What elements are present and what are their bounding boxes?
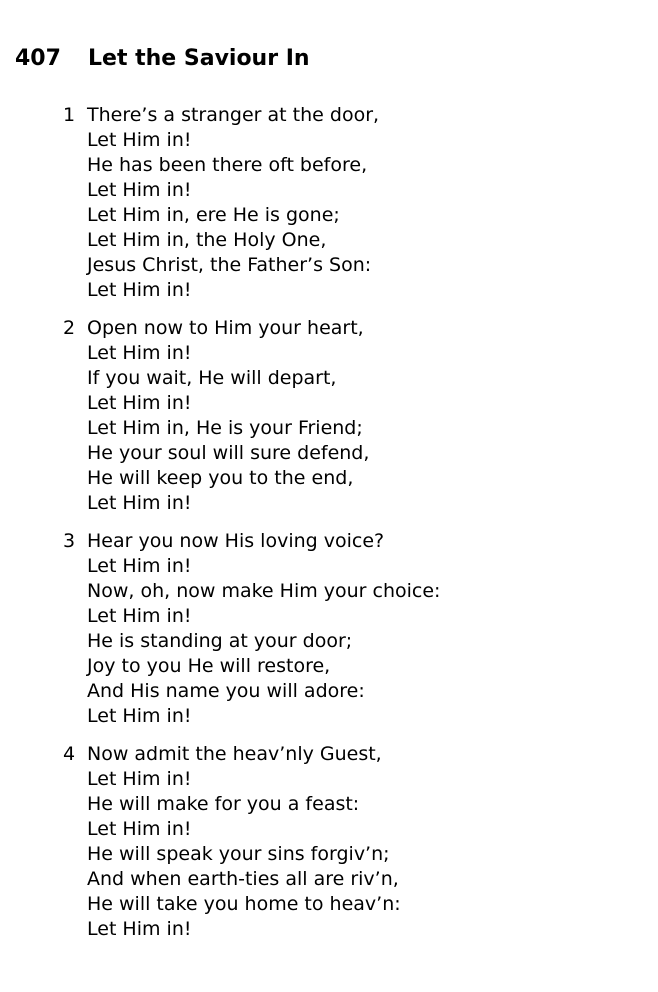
verses-container <box>63 103 440 955</box>
verse-line: Let Him in! <box>87 768 192 790</box>
hymn-header <box>15 44 310 74</box>
verse-line: He your soul will sure defend, <box>87 442 370 464</box>
verse-line: And His name you will adore: <box>87 680 365 702</box>
verse-line: Let Him in! <box>87 392 192 414</box>
verse-line: He will speak your sins forgiv’n; <box>87 843 390 865</box>
verse-line: Hear you now His loving voice? <box>87 530 385 552</box>
verse-number: 2 <box>63 317 76 339</box>
verse-line: Let Him in! <box>87 492 192 514</box>
verse-3 <box>63 529 440 729</box>
verse-line: Let Him in! <box>87 179 192 201</box>
verse-line: He will make for you a feast: <box>87 793 360 815</box>
verse-lines <box>87 529 440 729</box>
verse-line: And when earth-ties all are riv’n, <box>87 868 399 890</box>
verse-line: Joy to you He will restore, <box>87 655 331 677</box>
verse-lines <box>87 742 401 942</box>
verse-line: He will keep you to the end, <box>87 467 354 489</box>
verse-line: There’s a stranger at the door, <box>87 104 380 126</box>
verse-4 <box>63 742 440 942</box>
verse-line: Let Him in! <box>87 342 192 364</box>
verse-number: 3 <box>63 530 76 552</box>
verse-number: 4 <box>63 743 76 765</box>
verse-line: Let Him in! <box>87 818 192 840</box>
hymn-number: 407 <box>15 46 61 71</box>
verse-line: Let Him in! <box>87 918 192 940</box>
verse-number: 1 <box>63 104 76 126</box>
verse-1 <box>63 103 440 303</box>
verse-line: He will take you home to heav’n: <box>87 893 401 915</box>
verse-2 <box>63 316 440 516</box>
verse-line: Now admit the heav’nly Guest, <box>87 743 382 765</box>
verse-line: Let Him in! <box>87 555 192 577</box>
verse-lines <box>87 103 379 303</box>
verse-lines <box>87 316 369 516</box>
verse-line: Let Him in, the Holy One, <box>87 229 327 251</box>
verse-line: Let Him in! <box>87 279 192 301</box>
verse-line: If you wait, He will depart, <box>87 367 337 389</box>
hymn-title: Let the Saviour In <box>88 46 310 71</box>
verse-line: Jesus Christ, the Father’s Son: <box>87 254 372 276</box>
verse-line: Let Him in! <box>87 605 192 627</box>
verse-line: He has been there oft before, <box>87 154 368 176</box>
verse-line: Let Him in, ere He is gone; <box>87 204 340 226</box>
verse-line: Open now to Him your heart, <box>87 317 364 339</box>
verse-line: He is standing at your door; <box>87 630 353 652</box>
verse-line: Let Him in, He is your Friend; <box>87 417 363 439</box>
verse-line: Let Him in! <box>87 705 192 727</box>
verse-line: Now, oh, now make Him your choice: <box>87 580 441 602</box>
verse-line: Let Him in! <box>87 129 192 151</box>
